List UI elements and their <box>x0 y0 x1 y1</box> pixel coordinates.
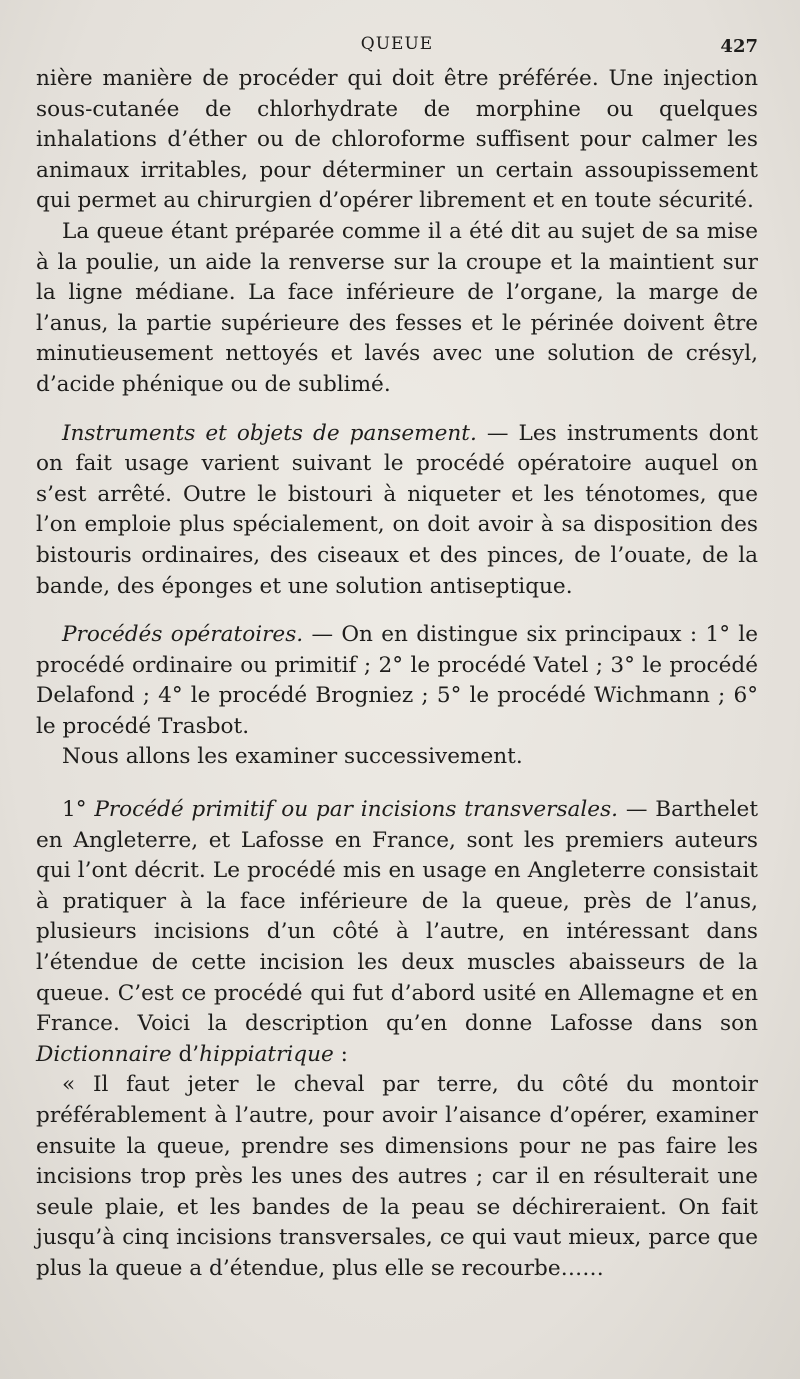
paragraph-text: — On en distingue six principaux : 1° le procédé ordinaire ou primitif ; 2° le procédé Vatel ; 3° le procédé Delafond ; 4° le procédé Brogniez ; 5° le procédé Wichmann ; 6° le procédé Trasbot. <box>36 622 758 739</box>
running-head <box>36 34 758 64</box>
paragraph-text: — Les instruments dont on fait usage varient suivant le procédé opératoire auquel on s’est arrêté. Outre le bistouri à niqueter et les ténotomes, que l’on emploie plus spécialement, on doit avoir à sa disposition des bistouris ordinaires, des ciseaux et des pinces, de l’ouate, de la bande, des éponges et une solution antiseptique. <box>36 420 758 599</box>
paragraph-quote: « Il faut jeter le cheval par terre, du côté du montoir préférablement à l’autre, pour avoir l’aisance d’opérer, examiner ensuite la queue, prendre ses dimensions pour ne pas faire les incisions trop près les unes des autres ; car il en résulterait une seule plaie, et les bandes de la peau se déchireraient. On fait jusqu’à cinq incisions transversales, ce qui vaut mieux, parce que plus la queue a d’étendue, plus elle se recourbe…… <box>36 1072 758 1281</box>
section-heading: Instruments et objets de pansement. <box>62 420 477 446</box>
paragraph-text: — Barthelet en Angleterre, et Lafosse en France, sont les premiers auteurs qui l’ont décrit. Le procédé mis en usage en Angleterre consistait à pratiquer à la face inférieure de la queue, près de l’anus, plusieurs incisions d’un côté à l’autre, en intéressant dans l’étendue de cette incision les deux muscles abaisseurs de la queue. C’est ce procédé qui fut d’abord usité en Allemagne et en France. Voici la description qu’en donne Lafosse dans son <box>36 797 758 1037</box>
book-title: hippiatrique <box>199 1041 334 1067</box>
paragraph-text: d’ <box>171 1041 200 1067</box>
paragraph-2: La queue étant préparée comme il a été dit au sujet de sa mise à la poulie, un aide la renverse sur la croupe et la maintient sur la ligne médiane. La face inférieure de l’organe, la marge de l’anus, la partie supérieure des fesses et le périnée doivent être minutieusement nettoyés et lavés avec une solution de crésyl, d’acide phénique ou de sublimé. <box>36 218 758 397</box>
paragraph-instruments <box>36 419 758 603</box>
body-text <box>36 64 758 1285</box>
paragraph-text: : <box>333 1041 348 1067</box>
paragraph-procedes <box>36 620 758 742</box>
paragraph-1: nière manière de procéder qui doit être préférée. Une injection sous-cutanée de chlorhydrate de morphine ou quelques inhalations d’éther ou de chloroforme suffisent pour calmer les animaux irritables, pour déterminer un certain assoupissement qui permet au chirurgien d’opérer librement et en toute sécurité. <box>36 66 758 214</box>
running-title: QUEUE <box>360 34 434 54</box>
page-number: 427 <box>720 36 758 57</box>
section-heading: Procédés opératoires. <box>62 622 304 648</box>
section-heading: Procédé primitif ou par incisions transversales. <box>94 797 619 823</box>
book-title: Dictionnaire <box>36 1041 172 1067</box>
section-number: 1° <box>62 797 95 823</box>
paragraph-procede-primitif <box>36 795 758 1070</box>
paragraph-examine: Nous allons les examiner successivement. <box>62 744 523 770</box>
